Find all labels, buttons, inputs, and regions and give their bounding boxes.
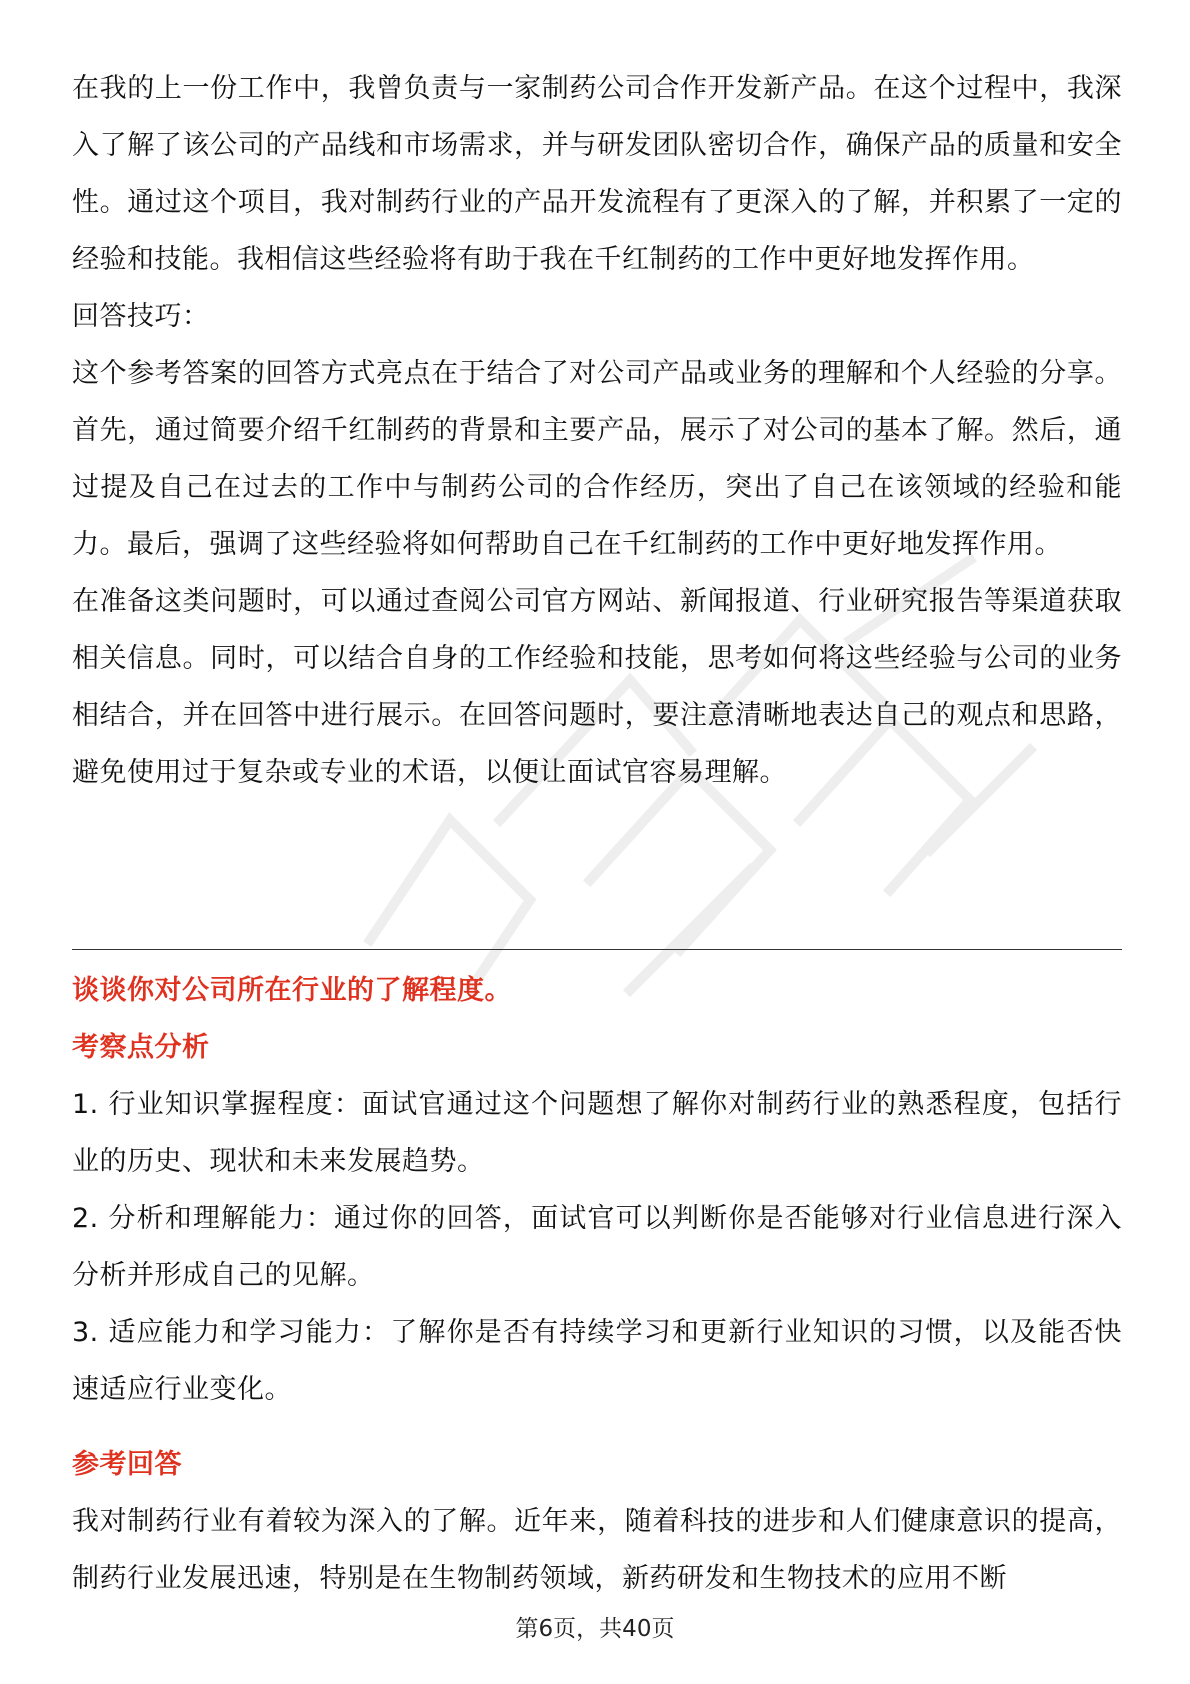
analysis-point-3: 3. 适应能力和学习能力：了解你是否有持续学习和更新行业知识的习惯，以及能否快速适应行业变化。 [72, 1317, 1122, 1405]
page-number: 第6页，共40页 [515, 1616, 675, 1642]
paragraph-tips: 这个参考答案的回答方式亮点在于结合了对公司产品或业务的理解和个人经验的分享。首先，通过简要介绍千红制药的背景和主要产品，展示了对公司的基本了解。然后，通过提及自己在过去的工作中与制药公司的合作经历，突出了自己在该领域的经验和能力。最后，强调了这些经验将如何帮助自己在千红制药的工作中更好地发挥作用。 [72, 358, 1122, 560]
answer-text: 我对制药行业有着较为深入的了解。近年来，随着科技的进步和人们健康意识的提高，制药行业发展迅速，特别是在生物制药领域，新药研发和生物技术的应用不断 [72, 1506, 1122, 1594]
analysis-heading: 考察点分析 [72, 1032, 210, 1063]
analysis-point-1: 1. 行业知识掌握程度：面试官通过这个问题想了解你对制药行业的熟悉程度，包括行业的历史、现状和未来发展趋势。 [72, 1089, 1122, 1177]
section-divider [72, 949, 1122, 950]
question-section [72, 962, 1122, 1607]
question-title: 谈谈你对公司所在行业的了解程度。 [72, 975, 512, 1006]
answer-heading: 参考回答 [72, 1449, 182, 1480]
top-content [72, 60, 1122, 801]
paragraph-preparation: 在准备这类问题时，可以通过查阅公司官方网站、新闻报道、行业研究报告等渠道获取相关信息。同时，可以结合自身的工作经验和技能，思考如何将这些经验与公司的业务相结合，并在回答中进行展示。在回答问题时，要注意清晰地表达自己的观点和思路，避免使用过于复杂或专业的术语，以便让面试官容易理解。 [72, 586, 1122, 788]
tips-label: 回答技巧： [72, 301, 210, 332]
paragraph-experience: 在我的上一份工作中，我曾负责与一家制药公司合作开发新产品。在这个过程中，我深入了解了该公司的产品线和市场需求，并与研发团队密切合作，确保产品的质量和安全性。通过这个项目，我对制药行业的产品开发流程有了更深入的了解，并积累了一定的经验和技能。我相信这些经验将有助于我在千红制药的工作中更好地发挥作用。 [72, 73, 1122, 275]
analysis-point-2: 2. 分析和理解能力：通过你的回答，面试官可以判断你是否能够对行业信息进行深入分析并形成自己的见解。 [72, 1203, 1122, 1291]
